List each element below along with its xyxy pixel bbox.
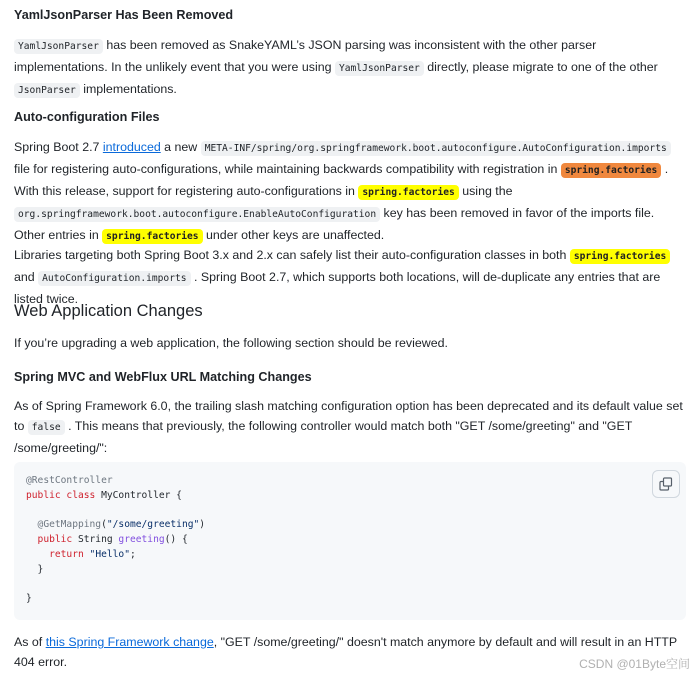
code-token: } <box>26 593 32 605</box>
watermark: CSDN @01Byte空间 <box>579 657 690 671</box>
inline-code: spring.factories <box>561 163 661 178</box>
inline-code: spring.factories <box>358 185 458 200</box>
text: . This means that previously, the following controller would match both "GET /some/greeting" and "GET /some/greeting/": <box>14 419 633 455</box>
text: under other keys are unaffected. <box>202 228 385 242</box>
code-block <box>14 462 686 620</box>
paragraph-url-matching <box>14 396 686 458</box>
inline-code: META-INF/spring/org.springframework.boot.autoconfigure.AutoConfiguration.imports <box>201 141 671 156</box>
inline-code: spring.factories <box>102 229 202 244</box>
inline-code: YamlJsonParser <box>14 39 103 54</box>
code-token: public class <box>26 489 102 501</box>
code-token: @GetMapping <box>26 519 102 531</box>
text: . Spring Boot 2.7, which supports both locations, will de-duplicate any entries that are listed twice. <box>14 270 661 306</box>
code-token: MyController { <box>101 489 182 501</box>
inline-code: spring.factories <box>570 249 670 264</box>
inline-code: JsonParser <box>14 83 80 98</box>
text: directly, please migrate to one of the other <box>423 60 658 74</box>
text: . With this release, support for registering auto-configurations in <box>14 162 669 198</box>
heading-yamljsonparser: YamlJsonParser Has Been Removed <box>14 8 234 22</box>
paragraph-yamljsonparser <box>14 35 686 101</box>
code-token: greeting <box>118 534 165 546</box>
inline-code: YamlJsonParser <box>335 61 424 76</box>
code-token: } <box>26 563 44 575</box>
text: As of <box>14 635 46 649</box>
code-token: ) <box>199 519 206 531</box>
inline-code: org.springframework.boot.autoconfigure.EnableAutoConfiguration <box>14 207 380 222</box>
code-token: () { <box>164 534 188 546</box>
inline-code: AutoConfiguration.imports <box>38 271 190 286</box>
code-token: @RestController <box>26 475 113 486</box>
code-token: return <box>26 548 90 560</box>
code-token: String <box>77 534 119 546</box>
link[interactable]: introduced <box>102 140 161 154</box>
paragraph-web <box>14 333 686 353</box>
text: implementations. <box>79 82 177 96</box>
copy-button[interactable] <box>652 470 680 498</box>
code-content <box>14 462 686 619</box>
code-token: "/some/greeting" <box>106 519 200 531</box>
text: As of Spring Framework 6.0, the trailing slash matching configuration option has been deprecated and its default value set to <box>14 399 683 433</box>
text: key has been removed in favor of the imports file. Other entries in <box>14 206 655 242</box>
copy-icon <box>659 477 673 491</box>
code-token: ( <box>101 519 107 531</box>
paragraph-auto-configuration-1 <box>14 137 686 247</box>
text: and <box>14 270 39 284</box>
text: a new <box>160 140 201 154</box>
text: , "GET /some/greeting/" doesn't match anymore by default and will result in an HTTP 404 error. <box>14 635 677 669</box>
heading-url-matching: Spring MVC and WebFlux URL Matching Changes <box>14 370 312 384</box>
heading-auto-configuration: Auto-configuration Files <box>14 110 160 124</box>
code-token: "Hello" <box>89 548 130 560</box>
text: has been removed as SnakeYAML’s JSON parsing was inconsistent with the other parser implementations. In the unlikely event that you were using <box>14 38 597 74</box>
text: using the <box>458 184 513 198</box>
text: If you’re upgrading a web application, the following section should be reviewed. <box>14 336 448 350</box>
code-token: public <box>26 534 78 546</box>
text: Libraries targeting both Spring Boot 3.x and 2.x can safely list their auto-configuration classes in both <box>14 248 570 262</box>
text: file for registering auto-configurations, while maintaining backwards compatibility with registration in <box>14 162 561 176</box>
inline-code: false <box>28 420 65 435</box>
code-token: ; <box>129 548 136 560</box>
text: Spring Boot 2.7 <box>14 140 103 154</box>
heading-web-application-changes: Web Application Changes <box>14 302 203 320</box>
link[interactable]: this Spring Framework change <box>45 635 214 649</box>
paragraph-auto-configuration-2 <box>14 245 686 309</box>
